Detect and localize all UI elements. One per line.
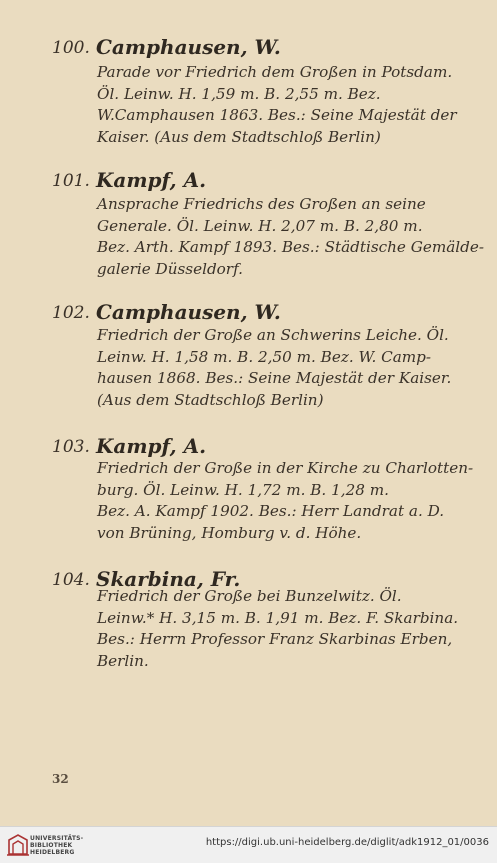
- description-line: Leinw.* H. 3,15 m. B. 1,91 m. Bez. F. Skarbina.: [97, 608, 459, 627]
- description-line: hausen 1868. Bes.: Seine Majestät der Kaiser.: [97, 369, 452, 387]
- entry-description: [97, 325, 462, 411]
- description-line: Parade vor Friedrich dem Großen in Potsdam.: [97, 63, 453, 81]
- library-name-line: HEIDELBERG: [30, 849, 75, 856]
- artist-name: Camphausen, W.: [96, 35, 281, 59]
- entry-number: 102.: [52, 303, 90, 323]
- artist-name: Skarbina, Fr.: [96, 567, 241, 591]
- entry-number: 100.: [52, 38, 90, 58]
- description-line: W.Camphausen 1863. Bes.: Seine Majestät der: [97, 106, 457, 124]
- description-line: galerie Düsseldorf.: [97, 259, 243, 278]
- entry-description: [97, 194, 484, 280]
- description-line: Friedrich der Große an Schwerins Leiche. Öl.: [97, 326, 449, 344]
- ub-heidelberg-logo-icon: [6, 832, 30, 858]
- description-line: Friedrich der Große in der Kirche zu Charlotten-: [97, 459, 474, 477]
- viewer-footer: [0, 826, 497, 863]
- description-line: Generale. Öl. Leinw. H. 2,07 m. B. 2,80 m.: [97, 216, 423, 235]
- artist-name: Kampf, A.: [96, 434, 207, 458]
- library-name: [30, 835, 83, 856]
- description-line: von Brüning, Homburg v. d. Höhe.: [97, 523, 362, 542]
- description-line: Kaiser. (Aus dem Stadtschloß Berlin): [97, 127, 381, 146]
- permalink-url[interactable]: https://digi.ub.uni-heidelberg.de/diglit/adk1912_01/0036: [205, 837, 489, 848]
- library-name-line: UNIVERSITÄTS-: [30, 835, 84, 842]
- entry-description: [97, 458, 474, 544]
- library-name-line: BIBLIOTHEK: [30, 842, 73, 849]
- description-line: Bez. A. Kampf 1902. Bes.: Herr Landrat a. D.: [97, 502, 445, 520]
- entry-description: [97, 62, 462, 148]
- description-line: Leinw. H. 1,58 m. B. 2,50 m. Bez. W. Camp-: [97, 347, 432, 366]
- description-line: Friedrich der Große bei Bunzelwitz. Öl.: [97, 587, 402, 605]
- entry-description: [97, 586, 462, 672]
- entry-number: 101.: [52, 171, 90, 191]
- entry-number: 104.: [52, 570, 90, 590]
- description-line: (Aus dem Stadtschloß Berlin): [97, 390, 324, 409]
- description-line: Berlin.: [97, 651, 149, 670]
- description-line: burg. Öl. Leinw. H. 1,72 m. B. 1,28 m.: [97, 480, 389, 499]
- artist-name: Kampf, A.: [96, 168, 207, 192]
- artist-name: Camphausen, W.: [96, 300, 281, 324]
- page-number: 32: [52, 772, 69, 786]
- description-line: Öl. Leinw. H. 1,59 m. B. 2,55 m. Bez.: [97, 84, 381, 103]
- description-line: Ansprache Friedrichs des Großen an seine: [97, 195, 426, 213]
- description-line: Bez. Arth. Kampf 1893. Bes.: Städtische Gemälde-: [97, 238, 484, 256]
- entry-number: 103.: [52, 437, 90, 457]
- description-line: Bes.: Herrn Professor Franz Skarbinas Erben,: [97, 630, 453, 648]
